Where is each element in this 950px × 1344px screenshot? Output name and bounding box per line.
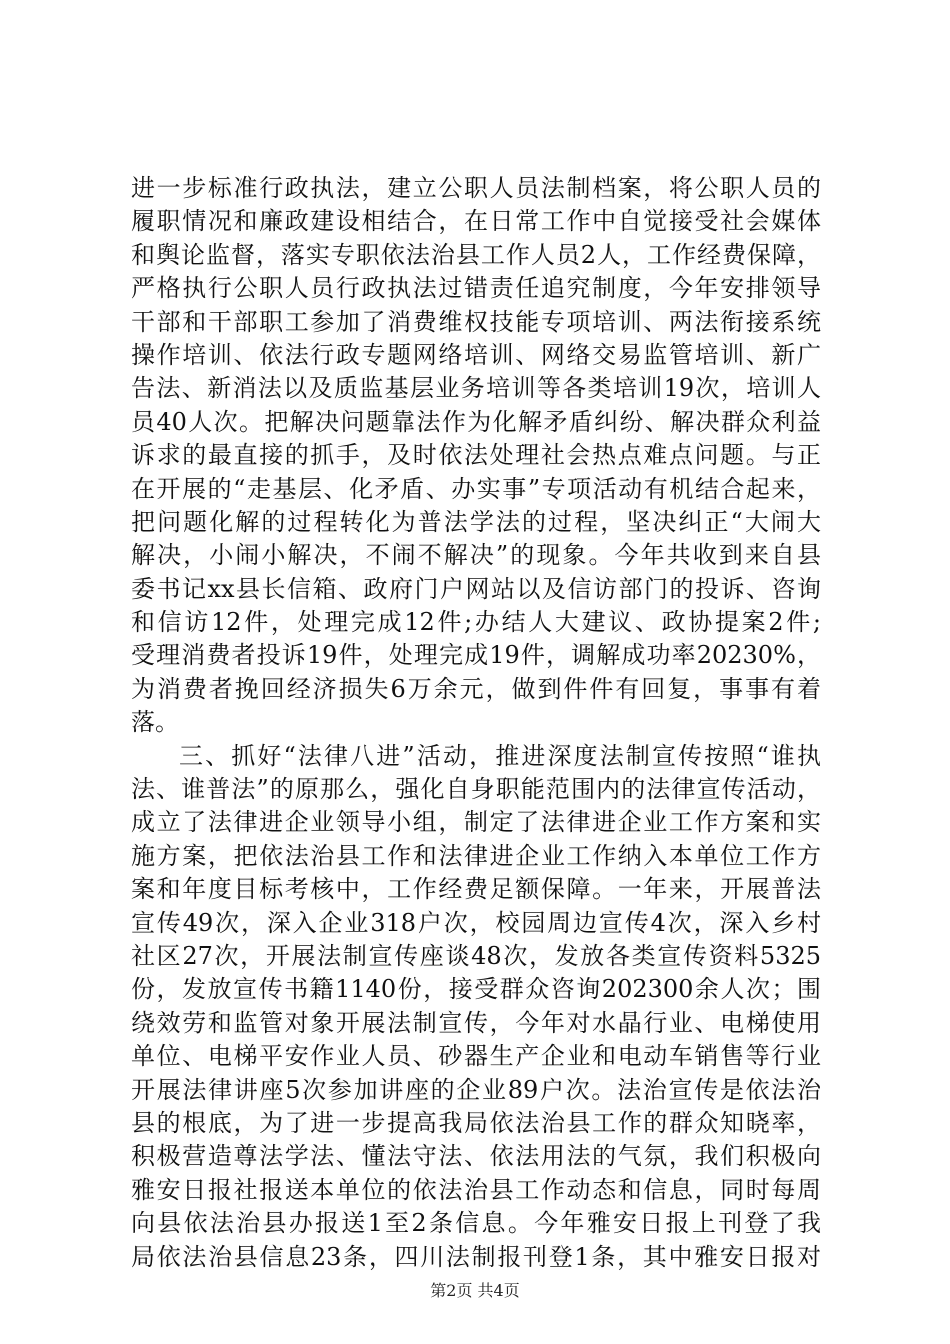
text-line: 告法、新消法以及质监基层业务培训等各类培训19次，培训人 bbox=[131, 374, 821, 403]
text-line: 单位、电梯平安作业人员、砂器生产企业和电动车销售等行业 bbox=[131, 1042, 821, 1071]
text-line: 把问题化解的过程转化为普法学法的过程，坚决纠正“大闹大 bbox=[131, 507, 821, 536]
text-line: 受理消费者投诉19件，处理完成19件，调解成功率20230%， bbox=[131, 641, 821, 670]
text-line: 绕效劳和监管对象开展法制宣传，今年对水晶行业、电梯使用 bbox=[131, 1008, 821, 1037]
text-line: 宣传49次，深入企业318户次，校园周边宣传4次，深入乡村 bbox=[131, 908, 821, 937]
text-line: 施方案，把依法治县工作和法律进企业工作纳入本单位工作方 bbox=[131, 841, 821, 870]
text-line: 干部和干部职工参加了消费维权技能专项培训、两法衔接系统 bbox=[131, 307, 821, 336]
text-line: 积极营造尊法学法、懂法守法、依法用法的气氛，我们积极向 bbox=[131, 1142, 821, 1171]
page-number-footer: 第2页 共4页 bbox=[430, 1281, 520, 1300]
text-line: 在开展的“走基层、化矛盾、办实事”专项活动有机结合起来， bbox=[131, 474, 821, 503]
text-line: 雅安日报社报送本单位的依法治县工作动态和信息，同时每周 bbox=[131, 1175, 821, 1204]
paragraph-start-line: 三、抓好“法律八进”活动，推进深度法制宣传按照“谁执 bbox=[179, 741, 821, 770]
text-line: 和信访12件，处理完成12件;办结人大建议、政协提案2件; bbox=[131, 608, 821, 637]
text-line: 案和年度目标考核中，工作经费足额保障。一年来，开展普法 bbox=[131, 875, 821, 904]
text-line: 成立了法律进企业领导小组，制定了法律进企业工作方案和实 bbox=[131, 808, 821, 837]
text-line: 严格执行公职人员行政执法过错责任追究制度，今年安排领导 bbox=[131, 274, 821, 303]
text-line: 诉求的最直接的抓手，及时依法处理社会热点难点问题。与正 bbox=[131, 441, 821, 470]
text-line: 为消费者挽回经济损失6万余元，做到件件有回复，事事有着 bbox=[131, 674, 821, 703]
text-line: 社区27次，开展法制宣传座谈48次，发放各类宣传资料5325 bbox=[131, 941, 821, 970]
text-line: 向县依法治县办报送1至2条信息。今年雅安日报上刊登了我 bbox=[131, 1209, 821, 1238]
text-line: 履职情况和廉政建设相结合，在日常工作中自觉接受社会媒体 bbox=[131, 207, 821, 236]
text-line: 份，发放宣传书籍1140份，接受群众咨询202300余人次；围 bbox=[131, 975, 821, 1004]
body-text bbox=[131, 172, 821, 1274]
text-line: 法、谁普法”的原那么，强化自身职能范围内的法律宣传活动， bbox=[131, 775, 821, 804]
text-line: 开展法律讲座5次参加讲座的企业89户次。法治宣传是依法治 bbox=[131, 1075, 821, 1104]
text-line: 委书记xx县长信箱、政府门户网站以及信访部门的投诉、咨询 bbox=[131, 574, 821, 603]
text-line: 员40人次。把解决问题靠法作为化解矛盾纠纷、解决群众利益 bbox=[131, 407, 821, 436]
text-line: 落。 bbox=[131, 708, 179, 737]
text-line: 和舆论监督，落实专职依法治县工作人员2人，工作经费保障， bbox=[131, 240, 821, 269]
text-line: 进一步标准行政执法，建立公职人员法制档案，将公职人员的 bbox=[131, 174, 821, 202]
text-line: 操作培训、依法行政专题网络培训、网络交易监管培训、新广 bbox=[131, 340, 821, 369]
text-line: 县的根底，为了进一步提高我局依法治县工作的群众知晓率， bbox=[131, 1108, 821, 1137]
text-line: 解决，小闹小解决，不闹不解决”的现象。今年共收到来自县 bbox=[131, 541, 821, 570]
text-line: 局依法治县信息23条，四川法制报刊登1条，其中雅安日报对 bbox=[131, 1242, 821, 1271]
